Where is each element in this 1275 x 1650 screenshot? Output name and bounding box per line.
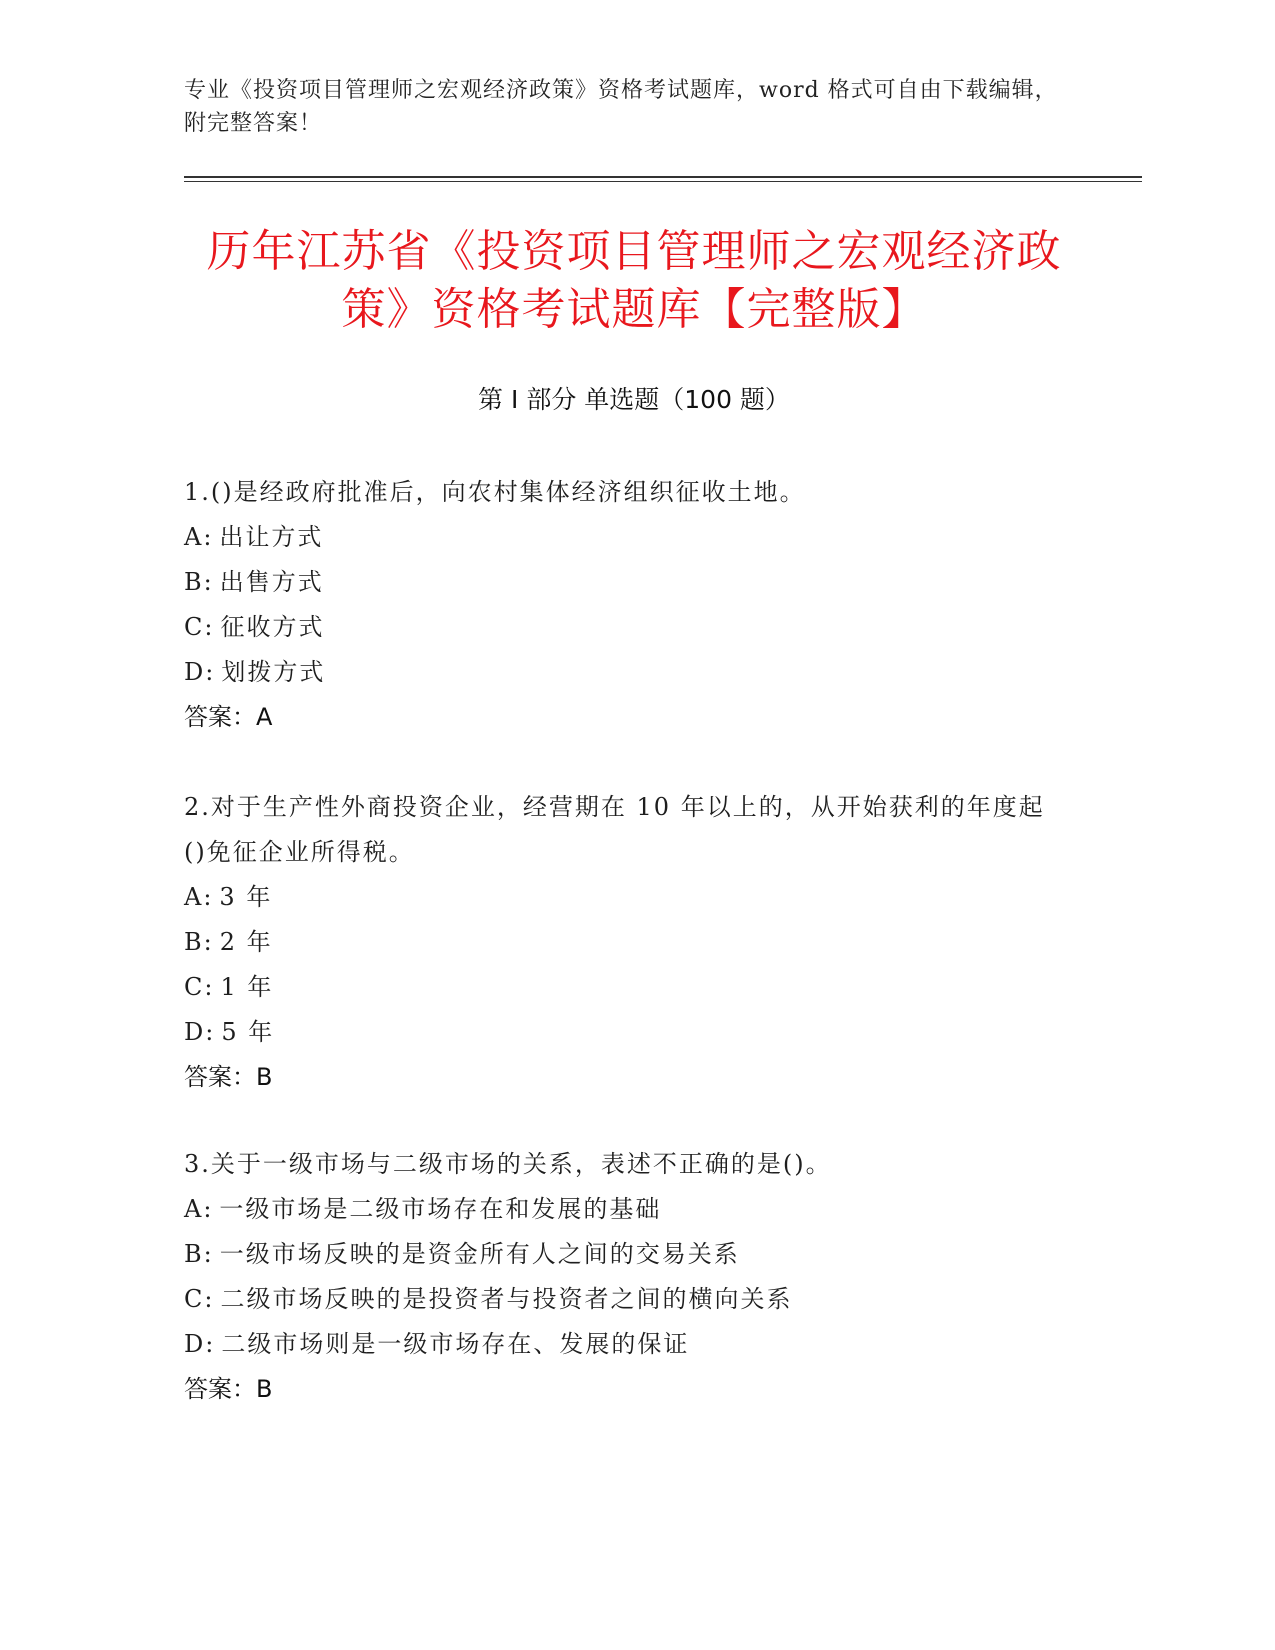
option-letter: D: bbox=[184, 1330, 216, 1358]
option-c bbox=[184, 1277, 1064, 1322]
document-title: 历年江苏省《投资项目管理师之宏观经济政策》资格考试题库【完整版】 bbox=[206, 226, 1062, 335]
question-block bbox=[184, 785, 1064, 1100]
option-letter: A: bbox=[184, 883, 214, 911]
option-c bbox=[184, 965, 1064, 1010]
question-block bbox=[184, 470, 1064, 740]
option-c bbox=[184, 605, 1064, 650]
option-text: 二级市场反映的是投资者与投资者之间的横向关系 bbox=[220, 1285, 793, 1313]
option-a bbox=[184, 515, 1064, 560]
header-divider-thin bbox=[184, 181, 1142, 182]
header-divider-thick bbox=[184, 176, 1142, 178]
option-a bbox=[184, 875, 1064, 920]
option-text: 1 年 bbox=[220, 973, 274, 1001]
section-heading: 第 I 部分 单选题（100 题） bbox=[478, 385, 790, 414]
question-stem: 3.关于一级市场与二级市场的关系，表述不正确的是()。 bbox=[184, 1150, 832, 1178]
option-text: 出售方式 bbox=[219, 568, 324, 596]
answer-line: 答案：A bbox=[184, 703, 273, 731]
option-b bbox=[184, 920, 1064, 965]
question-stem: 2.对于生产性外商投资企业，经营期在 10 年以上的，从开始获利的年度起()免征企业所得税。 bbox=[184, 793, 1045, 866]
option-letter: D: bbox=[184, 658, 216, 686]
option-text: 5 年 bbox=[221, 1018, 275, 1046]
answer-line: 答案：B bbox=[184, 1063, 273, 1091]
option-d bbox=[184, 1322, 1064, 1367]
option-text: 一级市场是二级市场存在和发展的基础 bbox=[219, 1195, 662, 1223]
option-letter: B: bbox=[184, 568, 214, 596]
option-d bbox=[184, 1010, 1064, 1055]
option-a bbox=[184, 1187, 1064, 1232]
option-letter: B: bbox=[184, 928, 214, 956]
option-text: 3 年 bbox=[219, 883, 273, 911]
option-text: 征收方式 bbox=[220, 613, 325, 641]
option-text: 出让方式 bbox=[219, 523, 324, 551]
question-stem: 1.()是经政府批准后，向农村集体经济组织征收土地。 bbox=[184, 478, 806, 506]
option-text: 一级市场反映的是资金所有人之间的交易关系 bbox=[219, 1240, 740, 1268]
option-text: 2 年 bbox=[219, 928, 273, 956]
option-text: 划拨方式 bbox=[221, 658, 326, 686]
option-b bbox=[184, 1232, 1064, 1277]
option-text: 二级市场则是一级市场存在、发展的保证 bbox=[221, 1330, 690, 1358]
option-letter: C: bbox=[184, 1285, 215, 1313]
answer-line: 答案：B bbox=[184, 1375, 273, 1403]
option-letter: D: bbox=[184, 1018, 216, 1046]
option-letter: A: bbox=[184, 1195, 214, 1223]
option-letter: B: bbox=[184, 1240, 214, 1268]
question-block bbox=[184, 1142, 1064, 1412]
option-d bbox=[184, 650, 1064, 695]
option-letter: C: bbox=[184, 973, 215, 1001]
option-b bbox=[184, 560, 1064, 605]
header-note: 专业《投资项目管理师之宏观经济政策》资格考试题库，word 格式可自由下载编辑，附完整答案！ bbox=[184, 78, 1058, 136]
option-letter: A: bbox=[184, 523, 214, 551]
option-letter: C: bbox=[184, 613, 215, 641]
